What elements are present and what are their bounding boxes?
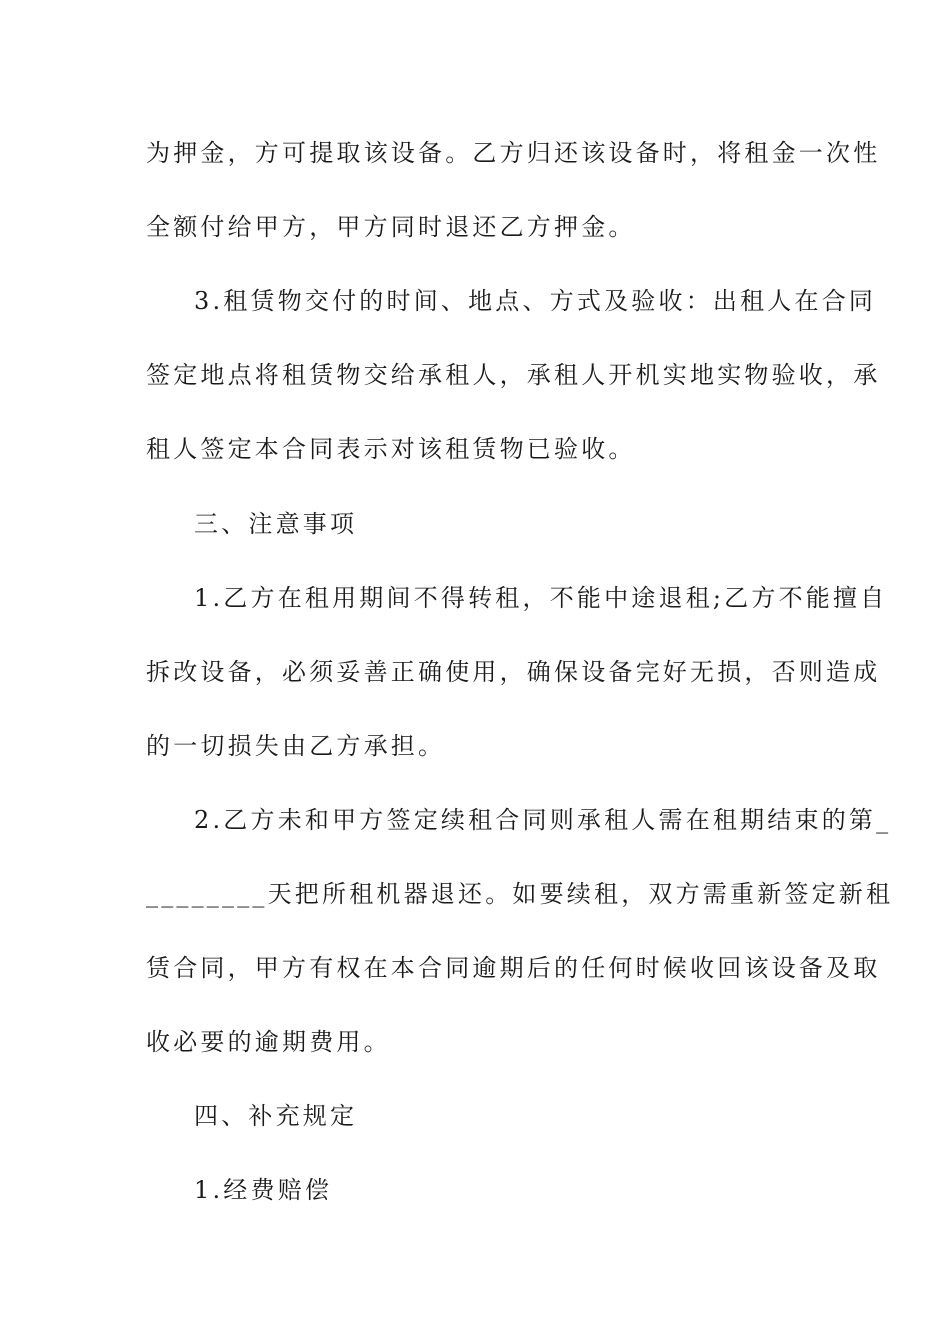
paragraph-line: 3.租赁物交付的时间、地点、方式及验收：出租人在合同 [194, 287, 877, 315]
paragraph-line: 1.经费赔偿 [194, 1176, 333, 1204]
paragraph-line: 签定地点将租赁物交给承租人，承租人开机实地实物验收，承 [146, 361, 881, 389]
paragraph-line: 赁合同，甲方有权在本合同逾期后的任何时候收回该设备及取 [146, 954, 881, 982]
paragraph-line: ________天把所租机器退还。如要续租，双方需重新签定新租 [146, 880, 894, 908]
paragraph-line: 收必要的逾期费用。 [146, 1028, 391, 1056]
paragraph-line: 租人签定本合同表示对该租赁物已验收。 [146, 435, 636, 463]
paragraph-line: 1.乙方在租用期间不得转租，不能中途退租;乙方不能擅自 [194, 584, 888, 612]
paragraph-line: 为押金，方可提取该设备。乙方归还该设备时，将租金一次性 [146, 139, 881, 167]
paragraph-line: 的一切损失由乙方承担。 [146, 732, 446, 760]
paragraph-line: 全额付给甲方，甲方同时退还乙方押金。 [146, 213, 636, 241]
section-heading: 四、补充规定 [194, 1102, 358, 1130]
section-heading: 三、注意事项 [194, 510, 358, 538]
paragraph-line: 拆改设备，必须妥善正确使用，确保设备完好无损，否则造成 [146, 658, 881, 686]
paragraph-line: 2.乙方未和甲方签定续租合同则承租人需在租期结束的第_ [194, 806, 892, 834]
